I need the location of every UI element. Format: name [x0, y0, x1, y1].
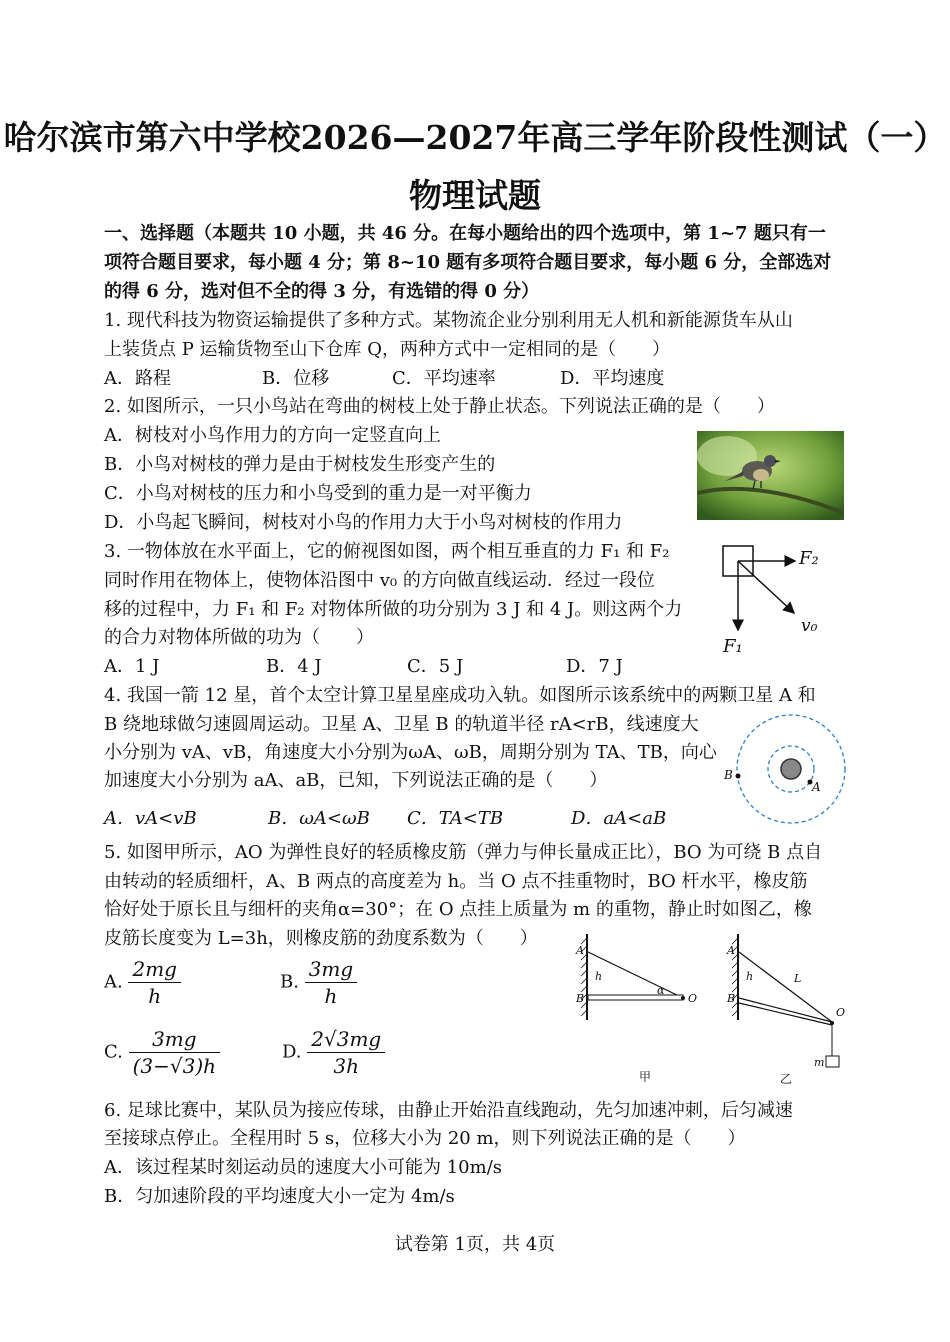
q4-option-c: C．TA<TB [407, 808, 504, 829]
question-1-stem: 1. 现代科技为物资运输提供了多种方式。某物流企业分别利用无人机和新能源货车从山 [104, 310, 793, 331]
question-1-stem: 上装货点 P 运输货物至山下仓库 Q，两种方式中一定相同的是（ ） [104, 339, 671, 360]
q4-option-a: A．vA<vB [104, 808, 197, 829]
question-2-stem: 2. 如图所示，一只小鸟站在弯曲的树枝上处于静止状态。下列说法正确的是（ ） [104, 396, 775, 417]
orbit-diagram [720, 712, 850, 826]
q6-option-b: B．匀加速阶段的平均速度大小一定为 4m/s [104, 1186, 455, 1207]
q3-option-b: B．4 J [266, 656, 322, 677]
question-4-stem: 4. 我国一箭 12 星，首个太空计算卫星星座成功入轨。如图所示该系统中的两颗卫星 A 和 [104, 685, 816, 706]
question-3-stem: 同时作用在物体上，使物体沿图中 v₀ 的方向做直线运动．经过一段位 [104, 570, 655, 591]
question-3-stem: 移的过程中，力 F₁ 和 F₂ 对物体所做的功分别为 3 J 和 4 J。则这两个力 [104, 599, 683, 620]
figure-caption-jia: 甲 [639, 1070, 652, 1084]
question-3-stem: 3. 一物体放在水平面上，它的俯视图如图，两个相互垂直的力 F₁ 和 F₂ [104, 541, 670, 562]
mass-m-label: m [814, 1056, 825, 1069]
height-h-label-2: h [746, 970, 754, 983]
satellite-a-label: A [812, 780, 821, 794]
q2-option-b: B．小鸟对树枝的弹力是由于树枝发生形变产生的 [104, 454, 496, 475]
point-a-label-2: A [727, 944, 735, 957]
exam-title: 哈尔滨市第六中学校2026—2027年高三学年阶段性测试（一） [3, 118, 947, 157]
length-l-label: L [794, 972, 802, 985]
point-b-label-2: B [727, 992, 736, 1005]
question-5-stem: 由转动的轻质细杆，A、B 两点的高度差为 h。当 O 点不挂重物时，BO 杆水平，橡皮筋 [104, 871, 808, 892]
point-o-label: O [688, 992, 698, 1005]
exam-subtitle: 物理试题 [409, 176, 541, 215]
figure-caption-yi: 乙 [780, 1072, 793, 1086]
q2-option-a: A．树枝对小鸟作用力的方向一定竖直向上 [104, 425, 441, 446]
rubber-band-figure-a [575, 932, 705, 1087]
question-5-stem: 5. 如图甲所示，AO 为弹性良好的轻质橡皮筋（弹力与伸长量成正比），BO 为可绕 B 点自 [104, 842, 823, 863]
section-instructions-line: 的得 6 分，选对但不全的得 3 分，有选错的得 0 分） [104, 281, 540, 302]
section-instructions-line: 一、选择题（本题共 10 小题，共 46 分。在每小题给出的四个选项中，第 1~7 题只有一 [104, 223, 826, 244]
section-instructions-line: 项符合题目要求，每小题 4 分；第 8~10 题有多项符合题目要求，每小题 6 分，全部选对 [104, 252, 832, 273]
alpha-label: α [657, 984, 665, 997]
q5-option-d: D. $\frac{2√3mg}{3h}$ [282, 1026, 385, 1079]
page-footer: 试卷第 1页，共 4页 [394, 1234, 556, 1255]
q1-option-a: A．路程 [104, 368, 171, 389]
q5-option-c: C. $\frac{3mg}{(3-√3)h}$ [104, 1026, 220, 1079]
question-4-stem: B 绕地球做匀速圆周运动。卫星 A、卫星 B 的轨道半径 rA<rB，线速度大 [104, 714, 699, 735]
bird-photo [697, 431, 844, 520]
force-diagram [715, 538, 835, 663]
point-a-label: A [576, 944, 584, 957]
question-5-stem: 皮筋长度变为 L=3h，则橡皮筋的劲度系数为（ ） [104, 928, 538, 949]
q3-option-a: A．1 J [104, 656, 160, 677]
question-4-stem: 小分别为 vA、vB，角速度大小分别为ωA、ωB，周期分别为 TA、TB，向心 [104, 742, 717, 763]
q1-option-d: D．平均速度 [560, 368, 665, 389]
point-o-label-2: O [836, 1006, 846, 1019]
point-b-label: B [576, 992, 585, 1005]
height-h-label: h [595, 970, 603, 983]
q6-option-a: A．该过程某时刻运动员的速度大小可能为 10m/s [104, 1157, 502, 1178]
q1-option-c: C．平均速率 [392, 368, 496, 389]
question-5-stem: 恰好处于原长且与细杆的夹角α=30°；在 O 点挂上质量为 m 的重物，静止时如图乙，橡 [104, 899, 812, 920]
q4-option-b: B．ωA<ωB [268, 808, 370, 829]
f2-label: F₂ [799, 548, 819, 569]
f1-label: F₁ [723, 636, 743, 657]
q3-option-d: D．7 J [566, 656, 623, 677]
question-6-stem: 至接球点停止。全程用时 5 s，位移大小为 20 m，则下列说法正确的是（ ） [104, 1128, 746, 1149]
question-3-stem: 的合力对物体所做的功为（ ） [104, 627, 374, 648]
v0-label: v₀ [801, 616, 818, 636]
q3-option-c: C．5 J [407, 656, 464, 677]
satellite-b-label: B [724, 768, 733, 782]
q2-option-d: D．小鸟起飞瞬间，树枝对小鸟的作用力大于小鸟对树枝的作用力 [104, 512, 623, 533]
rubber-band-figure-b [726, 932, 850, 1087]
q2-option-c: C．小鸟对树枝的压力和小鸟受到的重力是一对平衡力 [104, 483, 532, 504]
q5-option-b: B. $\frac{3mg}{h}$ [280, 956, 357, 1009]
q1-option-b: B．位移 [262, 368, 330, 389]
question-6-stem: 6. 足球比赛中，某队员为接应传球，由静止开始沿直线跑动，先匀加速冲刺，后匀减速 [104, 1100, 793, 1121]
question-4-stem: 加速度大小分别为 aA、aB，已知，下列说法正确的是（ ） [104, 770, 608, 791]
q4-option-d: D．aA<aB [571, 808, 667, 829]
q5-option-a: A. $\frac{2mg}{h}$ [104, 956, 181, 1009]
